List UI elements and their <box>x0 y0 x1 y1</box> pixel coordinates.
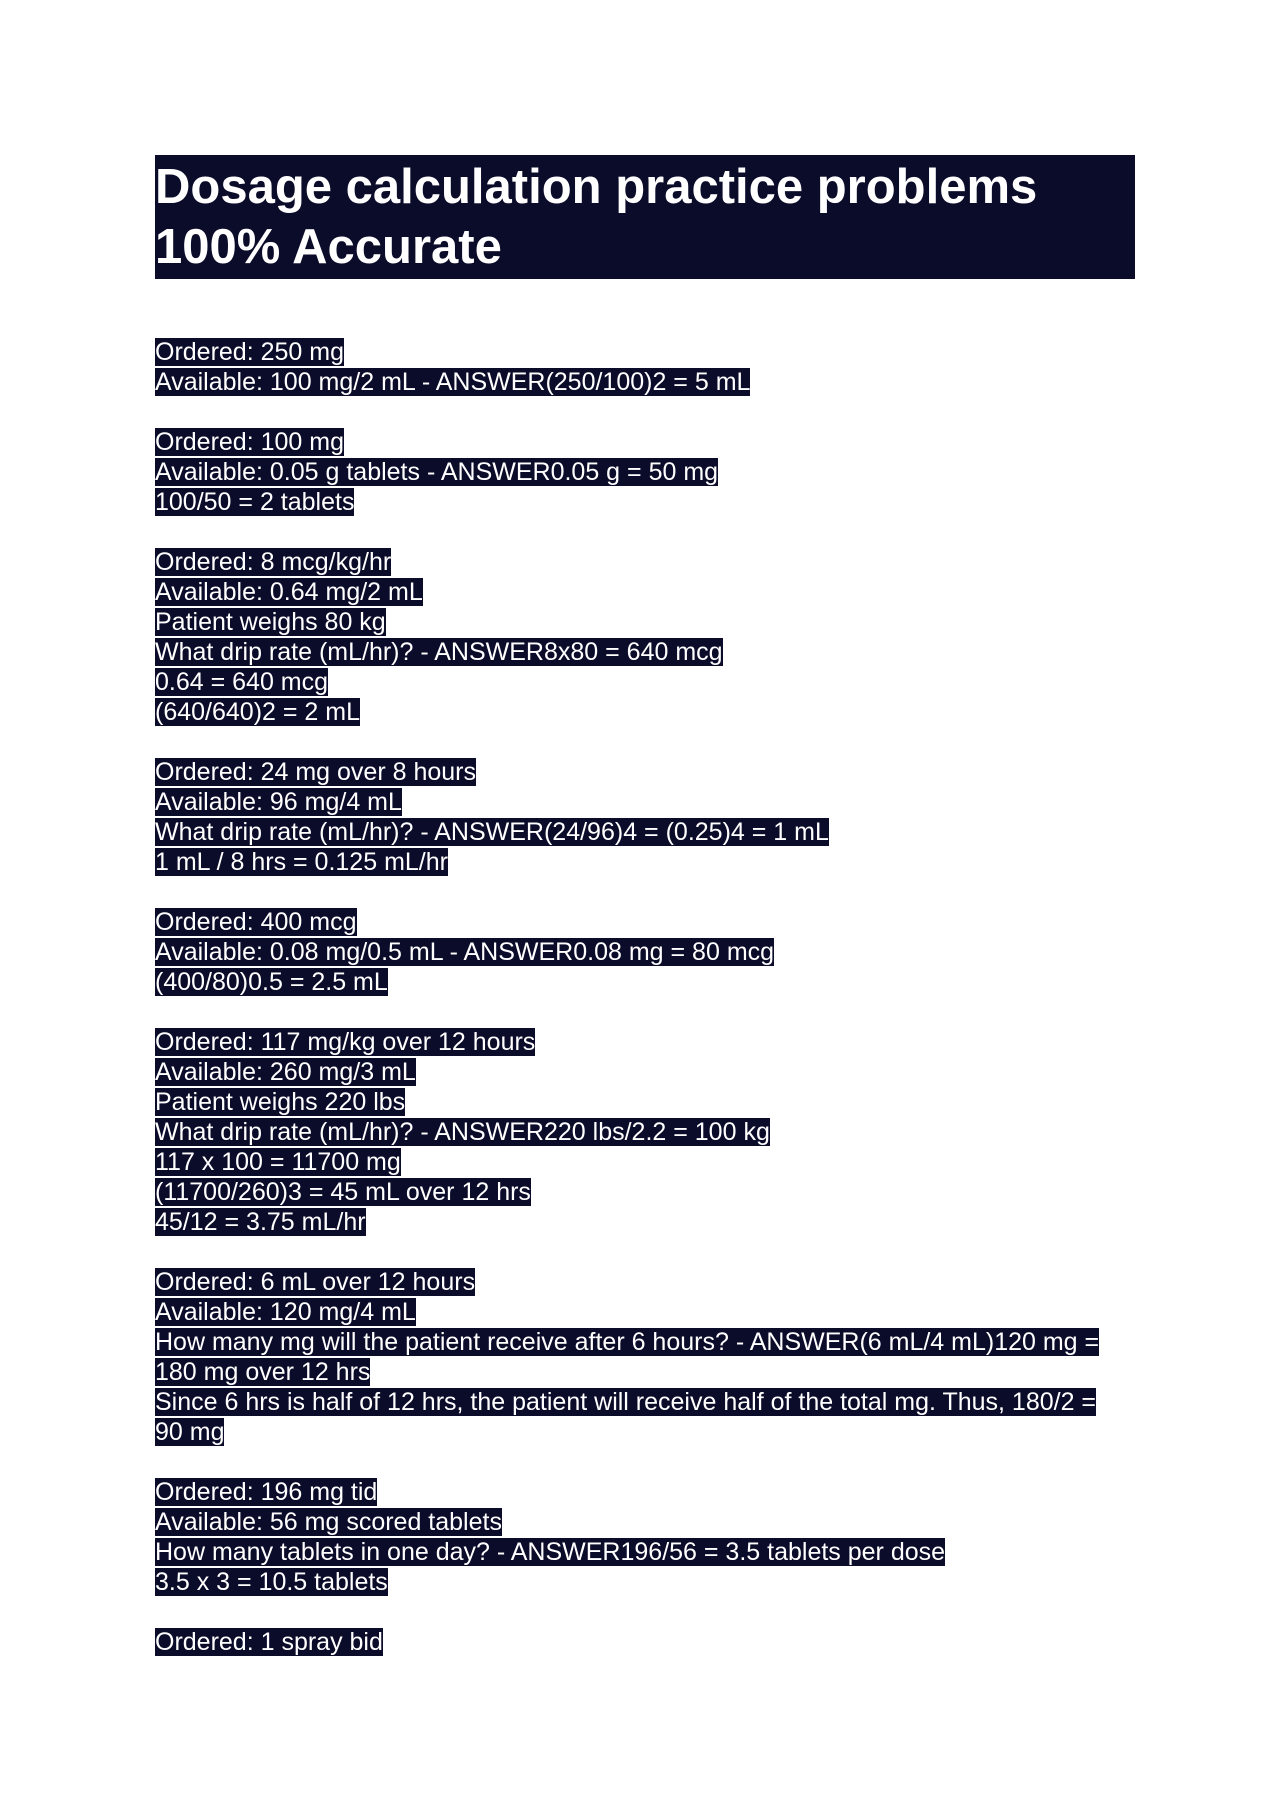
problem-line: 0.64 = 640 mcg <box>155 668 329 696</box>
title-line-1: Dosage calculation practice problems <box>155 160 1038 214</box>
problem-line: Patient weighs 80 kg <box>155 608 386 636</box>
problem-line: Patient weighs 220 lbs <box>155 1088 406 1116</box>
problem-line: 100/50 = 2 tablets <box>155 488 355 516</box>
problem-line: Ordered: 1 spray bid <box>155 1628 383 1656</box>
problem-line: 45/12 = 3.75 mL/hr <box>155 1208 366 1236</box>
problem-line: Available: 0.08 mg/0.5 mL - ANSWER0.08 mg = 80 mcg <box>155 938 775 966</box>
problem-line: Ordered: 100 mg <box>155 428 344 456</box>
problem-3 <box>155 547 1135 727</box>
problem-line: Since 6 hrs is half of 12 hrs, the patient will receive half of the total mg. Thus, 180/2 = 90 mg <box>155 1388 1097 1446</box>
problem-line: 117 x 100 = 11700 mg <box>155 1148 401 1176</box>
problem-line: (11700/260)3 = 45 mL over 12 hrs <box>155 1178 531 1206</box>
problem-line: Ordered: 250 mg <box>155 338 344 366</box>
problem-line: Available: 0.05 g tablets - ANSWER0.05 g = 50 mg <box>155 458 719 486</box>
problem-9 <box>155 1627 1135 1657</box>
problem-line: Available: 96 mg/4 mL <box>155 788 402 816</box>
problem-7 <box>155 1267 1135 1447</box>
problem-5 <box>155 907 1135 997</box>
problem-line: Ordered: 400 mcg <box>155 908 357 936</box>
problem-6 <box>155 1027 1135 1237</box>
problem-line: Ordered: 196 mg tid <box>155 1478 378 1506</box>
problem-line: What drip rate (mL/hr)? - ANSWER220 lbs/2.2 = 100 kg <box>155 1118 770 1146</box>
document-title <box>155 155 1135 279</box>
problem-line: Ordered: 117 mg/kg over 12 hours <box>155 1028 536 1056</box>
problem-list <box>155 337 1135 1657</box>
problem-2 <box>155 427 1135 517</box>
document-page <box>155 155 1135 1687</box>
problem-line: 3.5 x 3 = 10.5 tablets <box>155 1568 388 1596</box>
problem-line: 1 mL / 8 hrs = 0.125 mL/hr <box>155 848 448 876</box>
problem-line: Available: 260 mg/3 mL <box>155 1058 416 1086</box>
problem-line: How many tablets in one day? - ANSWER196/56 = 3.5 tablets per dose <box>155 1538 946 1566</box>
problem-line: What drip rate (mL/hr)? - ANSWER8x80 = 640 mcg <box>155 638 723 666</box>
problem-line: (400/80)0.5 = 2.5 mL <box>155 968 388 996</box>
problem-8 <box>155 1477 1135 1597</box>
title-line-2: 100% Accurate <box>155 220 502 274</box>
problem-line: Ordered: 24 mg over 8 hours <box>155 758 476 786</box>
problem-line: How many mg will the patient receive after 6 hours? - ANSWER(6 mL/4 mL)120 mg = 180 mg over 12 hrs <box>155 1328 1100 1386</box>
problem-1 <box>155 337 1135 397</box>
problem-line: (640/640)2 = 2 mL <box>155 698 360 726</box>
problem-line: What drip rate (mL/hr)? - ANSWER(24/96)4 = (0.25)4 = 1 mL <box>155 818 829 846</box>
problem-4 <box>155 757 1135 877</box>
problem-line: Available: 120 mg/4 mL <box>155 1298 416 1326</box>
problem-line: Available: 56 mg scored tablets <box>155 1508 502 1536</box>
problem-line: Ordered: 6 mL over 12 hours <box>155 1268 476 1296</box>
problem-line: Available: 100 mg/2 mL - ANSWER(250/100)2 = 5 mL <box>155 368 751 396</box>
problem-line: Ordered: 8 mcg/kg/hr <box>155 548 392 576</box>
problem-line: Available: 0.64 mg/2 mL <box>155 578 423 606</box>
